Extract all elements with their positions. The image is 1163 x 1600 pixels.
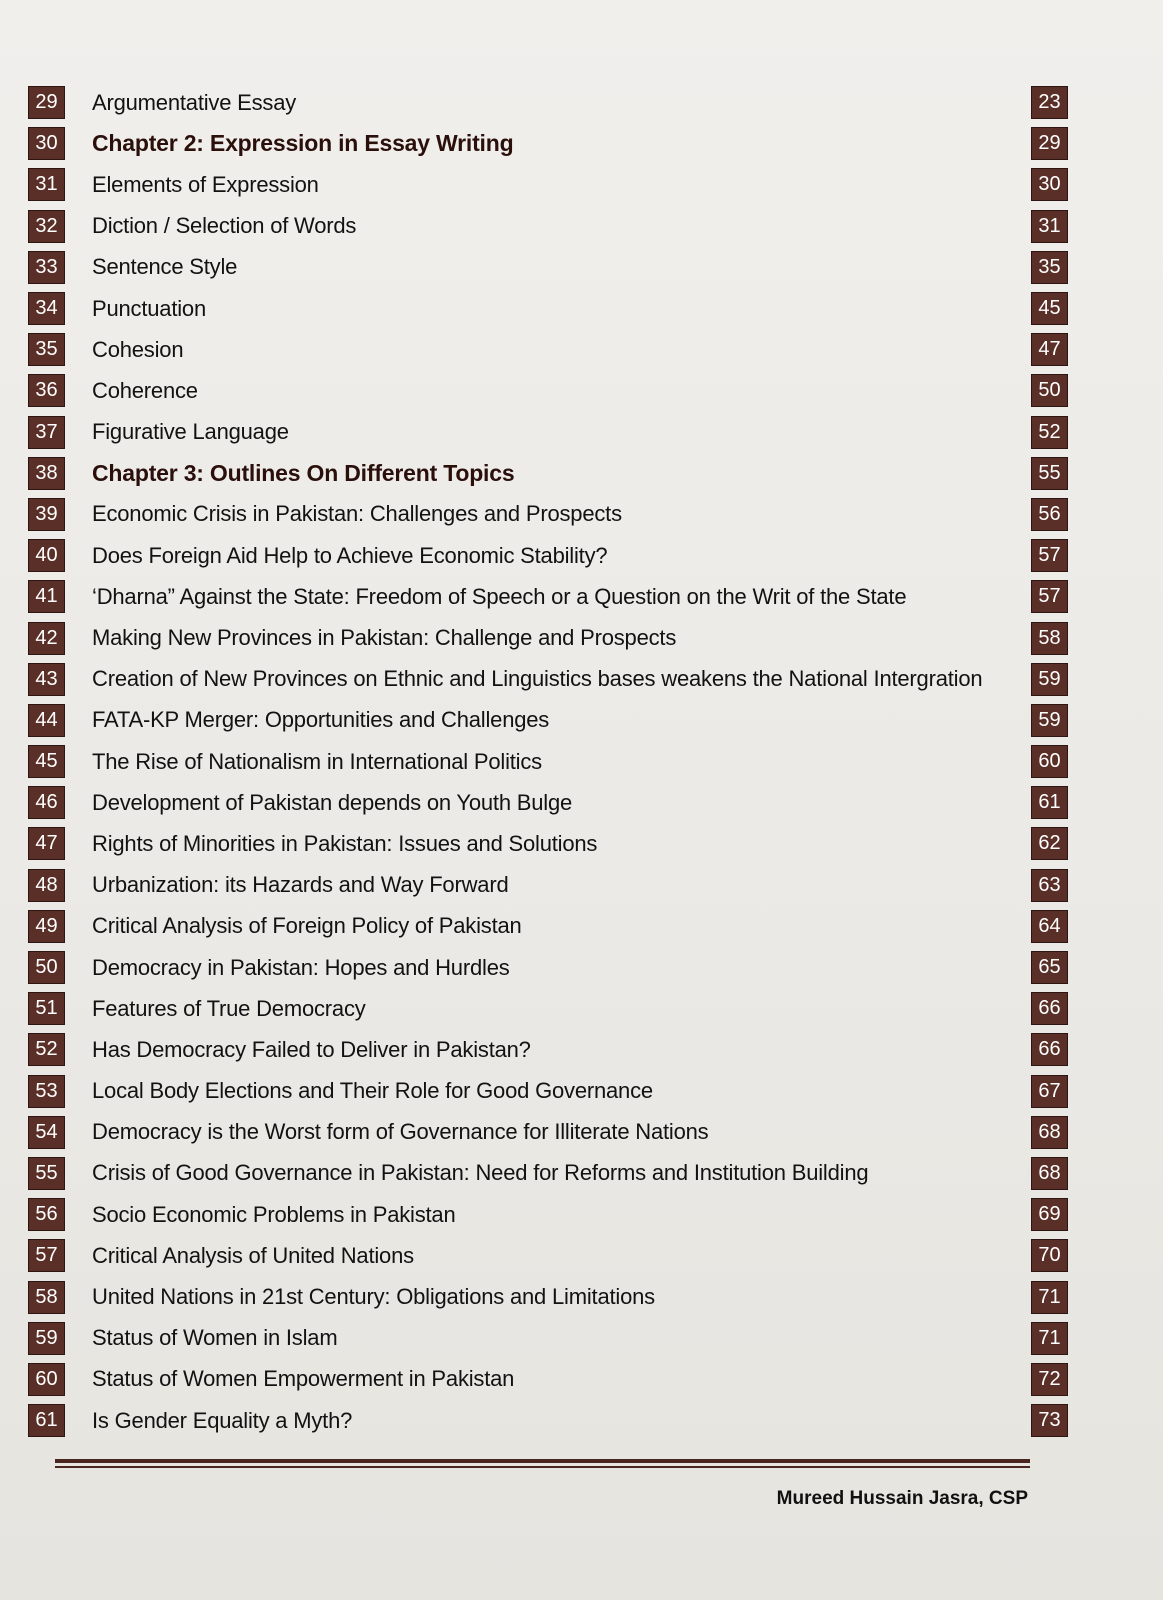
page-number-badge: 67 xyxy=(1031,1075,1068,1108)
page-number-badge: 58 xyxy=(1031,622,1068,655)
entry-title: Development of Pakistan depends on Youth Bulge xyxy=(92,789,573,815)
toc-entry xyxy=(0,906,1163,947)
page-number-badge: 52 xyxy=(1031,416,1068,449)
entry-title: Is Gender Equality a Myth? xyxy=(92,1407,353,1433)
page-number-badge: 47 xyxy=(1031,333,1068,366)
entry-title: Socio Economic Problems in Pakistan xyxy=(92,1201,456,1227)
toc-entry xyxy=(0,1071,1163,1112)
entry-title: Democracy in Pakistan: Hopes and Hurdles xyxy=(92,954,510,980)
page-number-badge: 61 xyxy=(1031,786,1068,819)
entry-title: Democracy is the Worst form of Governance for Illiterate Nations xyxy=(92,1119,709,1145)
entry-number-badge: 51 xyxy=(28,992,65,1025)
page-number-badge: 55 xyxy=(1031,457,1068,490)
entry-number-badge: 58 xyxy=(28,1281,65,1314)
toc-entry xyxy=(0,1359,1163,1400)
entry-number-badge: 44 xyxy=(28,704,65,737)
entry-number-badge: 55 xyxy=(28,1157,65,1190)
toc-entry xyxy=(0,1112,1163,1153)
page-number-badge: 56 xyxy=(1031,498,1068,531)
page-number-badge: 69 xyxy=(1031,1198,1068,1231)
page-number-badge: 65 xyxy=(1031,951,1068,984)
page-number-badge: 45 xyxy=(1031,292,1068,325)
entry-number-badge: 43 xyxy=(28,663,65,696)
entry-number-badge: 61 xyxy=(28,1404,65,1437)
entry-number-badge: 46 xyxy=(28,786,65,819)
toc-entry xyxy=(0,206,1163,247)
page-number-badge: 71 xyxy=(1031,1281,1068,1314)
entry-title: Diction / Selection of Words xyxy=(92,213,357,239)
footer-rule-thin xyxy=(55,1466,1030,1468)
toc-entry xyxy=(0,453,1163,494)
page-number-badge: 60 xyxy=(1031,745,1068,778)
entry-title: The Rise of Nationalism in International Politics xyxy=(92,748,542,774)
page-number-badge: 30 xyxy=(1031,168,1068,201)
entry-number-badge: 56 xyxy=(28,1198,65,1231)
entry-title: ‘Dharna” Against the State: Freedom of Speech or a Question on the Writ of the State xyxy=(92,583,907,609)
page-number-badge: 31 xyxy=(1031,210,1068,243)
entry-title: Local Body Elections and Their Role for Good Governance xyxy=(92,1078,653,1104)
page-number-badge: 71 xyxy=(1031,1322,1068,1355)
entry-title: United Nations in 21st Century: Obligations and Limitations xyxy=(92,1284,655,1310)
entry-number-badge: 41 xyxy=(28,580,65,613)
toc-entry xyxy=(0,82,1163,123)
entry-title: Does Foreign Aid Help to Achieve Economic Stability? xyxy=(92,542,608,568)
toc-entry xyxy=(0,1276,1163,1317)
page-number-badge: 23 xyxy=(1031,86,1068,119)
entry-number-badge: 52 xyxy=(28,1033,65,1066)
toc-entry xyxy=(0,164,1163,205)
entry-title: Status of Women in Islam xyxy=(92,1325,338,1351)
toc-entry xyxy=(0,247,1163,288)
entry-title: Coherence xyxy=(92,377,198,403)
entry-number-badge: 49 xyxy=(28,910,65,943)
toc-entry xyxy=(0,1318,1163,1359)
page-number-badge: 68 xyxy=(1031,1157,1068,1190)
toc-entry xyxy=(0,370,1163,411)
toc-entry xyxy=(0,617,1163,658)
entry-title: Creation of New Provinces on Ethnic and Linguistics bases weakens the National Intergration xyxy=(92,666,983,692)
toc-entry xyxy=(0,1235,1163,1276)
entry-title: Argumentative Essay xyxy=(92,89,297,115)
entry-title: Crisis of Good Governance in Pakistan: Need for Reforms and Institution Building xyxy=(92,1160,869,1186)
toc-entry xyxy=(0,1153,1163,1194)
entry-number-badge: 35 xyxy=(28,333,65,366)
toc-entry xyxy=(0,1400,1163,1441)
toc-entry xyxy=(0,576,1163,617)
entry-number-badge: 50 xyxy=(28,951,65,984)
toc-entry xyxy=(0,782,1163,823)
entry-number-badge: 37 xyxy=(28,416,65,449)
toc-entry xyxy=(0,947,1163,988)
toc-entry xyxy=(0,123,1163,164)
entry-number-badge: 42 xyxy=(28,622,65,655)
toc-entry xyxy=(0,412,1163,453)
page-number-badge: 62 xyxy=(1031,827,1068,860)
toc-entry xyxy=(0,1194,1163,1235)
entry-title: Critical Analysis of United Nations xyxy=(92,1242,414,1268)
entry-title: Cohesion xyxy=(92,336,184,362)
footer-rule xyxy=(55,1459,1030,1463)
entry-title: Status of Women Empowerment in Pakistan xyxy=(92,1366,515,1392)
page-number-badge: 29 xyxy=(1031,127,1068,160)
toc-entry xyxy=(0,329,1163,370)
entry-title: Has Democracy Failed to Deliver in Pakistan? xyxy=(92,1036,531,1062)
entry-number-badge: 29 xyxy=(28,86,65,119)
toc-entry xyxy=(0,1029,1163,1070)
toc-entry xyxy=(0,988,1163,1029)
entry-title: Figurative Language xyxy=(92,419,289,445)
page-number-badge: 64 xyxy=(1031,910,1068,943)
footer-author: Mureed Hussain Jasra, CSP xyxy=(776,1488,1028,1509)
entry-number-badge: 53 xyxy=(28,1075,65,1108)
entry-title: FATA-KP Merger: Opportunities and Challenges xyxy=(92,707,550,733)
entry-number-badge: 45 xyxy=(28,745,65,778)
entry-number-badge: 32 xyxy=(28,210,65,243)
entry-title: Punctuation xyxy=(92,295,206,321)
entry-number-badge: 36 xyxy=(28,374,65,407)
toc-entry xyxy=(0,659,1163,700)
page-number-badge: 63 xyxy=(1031,869,1068,902)
table-of-contents xyxy=(0,82,1163,1441)
chapter-heading: Chapter 3: Outlines On Different Topics xyxy=(92,459,515,486)
entry-title: Elements of Expression xyxy=(92,171,319,197)
toc-entry xyxy=(0,700,1163,741)
entry-number-badge: 33 xyxy=(28,251,65,284)
page-number-badge: 66 xyxy=(1031,1033,1068,1066)
entry-number-badge: 54 xyxy=(28,1116,65,1149)
toc-entry xyxy=(0,823,1163,864)
page-number-badge: 57 xyxy=(1031,580,1068,613)
entry-title: Sentence Style xyxy=(92,254,238,280)
chapter-heading: Chapter 2: Expression in Essay Writing xyxy=(92,130,514,157)
toc-entry xyxy=(0,288,1163,329)
entry-number-badge: 40 xyxy=(28,539,65,572)
entry-title: Economic Crisis in Pakistan: Challenges and Prospects xyxy=(92,501,622,527)
entry-number-badge: 47 xyxy=(28,827,65,860)
entry-number-badge: 30 xyxy=(28,127,65,160)
page-number-badge: 35 xyxy=(1031,251,1068,284)
page-number-badge: 57 xyxy=(1031,539,1068,572)
entry-number-badge: 31 xyxy=(28,168,65,201)
page-number-badge: 59 xyxy=(1031,663,1068,696)
entry-number-badge: 39 xyxy=(28,498,65,531)
page-number-badge: 70 xyxy=(1031,1239,1068,1272)
page-number-badge: 68 xyxy=(1031,1116,1068,1149)
toc-entry xyxy=(0,535,1163,576)
page-number-badge: 59 xyxy=(1031,704,1068,737)
entry-title: Critical Analysis of Foreign Policy of Pakistan xyxy=(92,913,522,939)
entry-title: Making New Provinces in Pakistan: Challenge and Prospects xyxy=(92,625,677,651)
page-number-badge: 50 xyxy=(1031,374,1068,407)
entry-number-badge: 60 xyxy=(28,1363,65,1396)
entry-title: Urbanization: its Hazards and Way Forward xyxy=(92,872,509,898)
page-number-badge: 73 xyxy=(1031,1404,1068,1437)
entry-number-badge: 38 xyxy=(28,457,65,490)
entry-title: Rights of Minorities in Pakistan: Issues and Solutions xyxy=(92,830,598,856)
toc-entry xyxy=(0,741,1163,782)
entry-number-badge: 34 xyxy=(28,292,65,325)
toc-entry xyxy=(0,494,1163,535)
toc-entry xyxy=(0,865,1163,906)
entry-number-badge: 48 xyxy=(28,869,65,902)
entry-title: Features of True Democracy xyxy=(92,995,366,1021)
page-number-badge: 66 xyxy=(1031,992,1068,1025)
entry-number-badge: 57 xyxy=(28,1239,65,1272)
page-number-badge: 72 xyxy=(1031,1363,1068,1396)
entry-number-badge: 59 xyxy=(28,1322,65,1355)
